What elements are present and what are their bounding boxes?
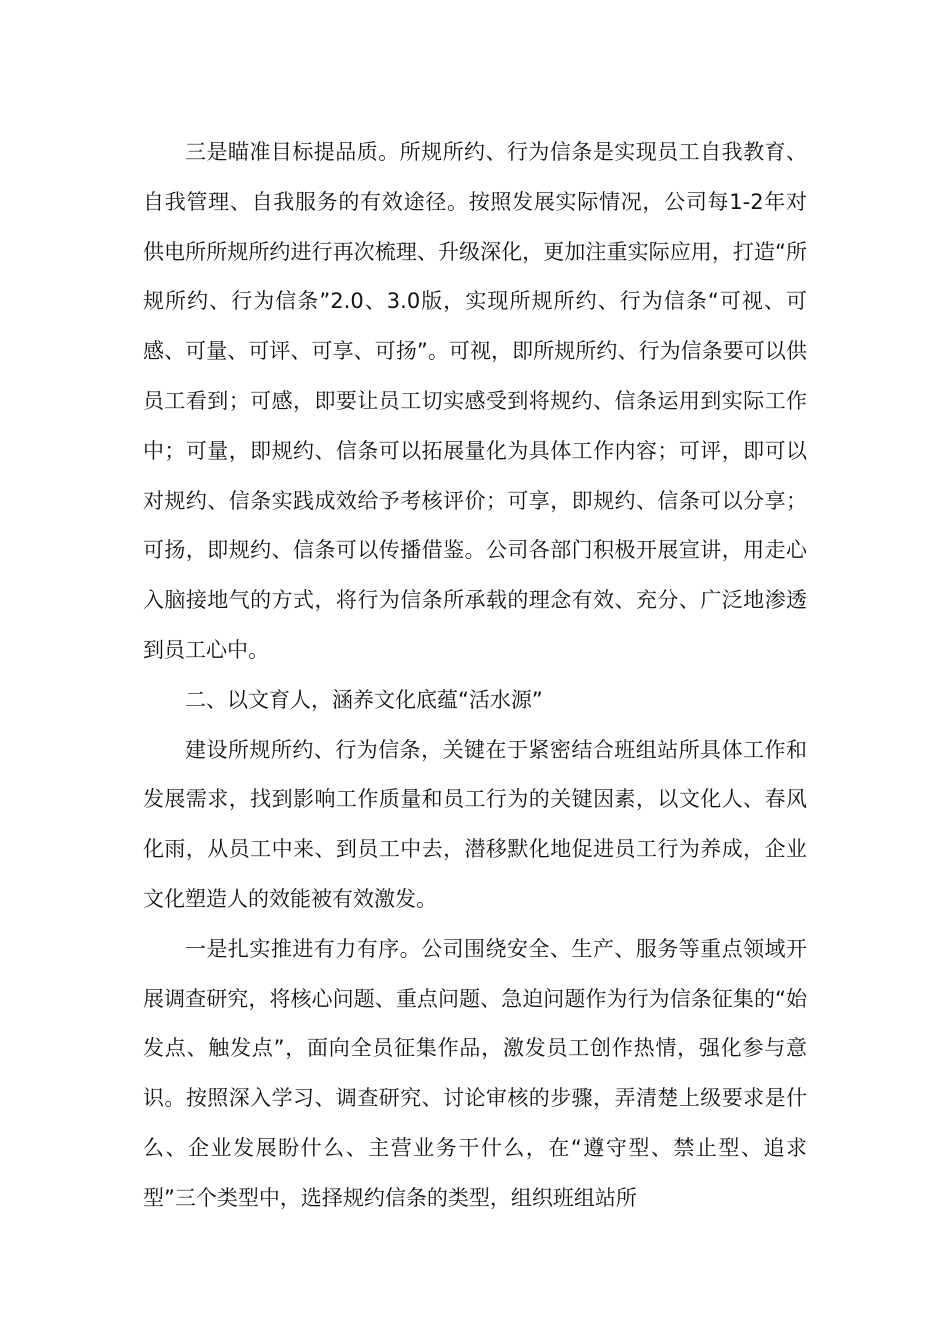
paragraph-solid-progress: 一是扎实推进有力有序。公司围绕安全、生产、服务等重点领域开展调查研究，将核心问题、重点问题、急迫问题作为行为信条征集的“始发点、触发点”，面向全员征集作品，激发员工创作热情，强化参与意识。按照深入学习、调查研究、讨论审核的步骤，弄清楚上级要求是什么、企业发展盼什么、主营业务干什么，在“遵守型、禁止型、追求型”三个类型中，选择规约信条的类型，组织班组站所 <box>143 936 807 1210</box>
paragraph-culture-building: 建设所规所约、行为信条，关键在于紧密结合班组站所具体工作和发展需求，找到影响工作质量和员工行为的关键因素，以文化人、春风化雨，从员工中来、到员工中去，潜移默化地促进员工行为养成，企业文化塑造人的效能被有效激发。 <box>143 737 807 911</box>
paragraph-goal-quality: 三是瞄准目标提品质。所规所约、行为信条是实现员工自我教育、自我管理、自我服务的有效途径。按照发展实际情况，公司每1-2年对供电所所规所约进行再次梳理、升级深化，更加注重实际应用，打造“所规所约、行为信条”2.0、3.0版，实现所规所约、行为信条“可视、可感、可量、可评、可享、可扬”。可视，即所规所约、行为信条要可以供员工看到；可感，即要让员工切实感受到将规约、信条运用到实际工作中；可量，即规约、信条可以拓展量化为具体工作内容；可评，即可以对规约、信条实践成效给予考核评价；可享，即规约、信条可以分享；可扬，即规约、信条可以传播借鉴。公司各部门积极开展宣讲，用走心入脑接地气的方式，将行为信条所承载的理念有效、充分、广泛地渗透到员工心中。 <box>143 140 807 662</box>
section-heading-culture: 二、以文育人，涵养文化底蕴“活水源” <box>185 687 543 712</box>
document-body <box>143 128 807 1224</box>
